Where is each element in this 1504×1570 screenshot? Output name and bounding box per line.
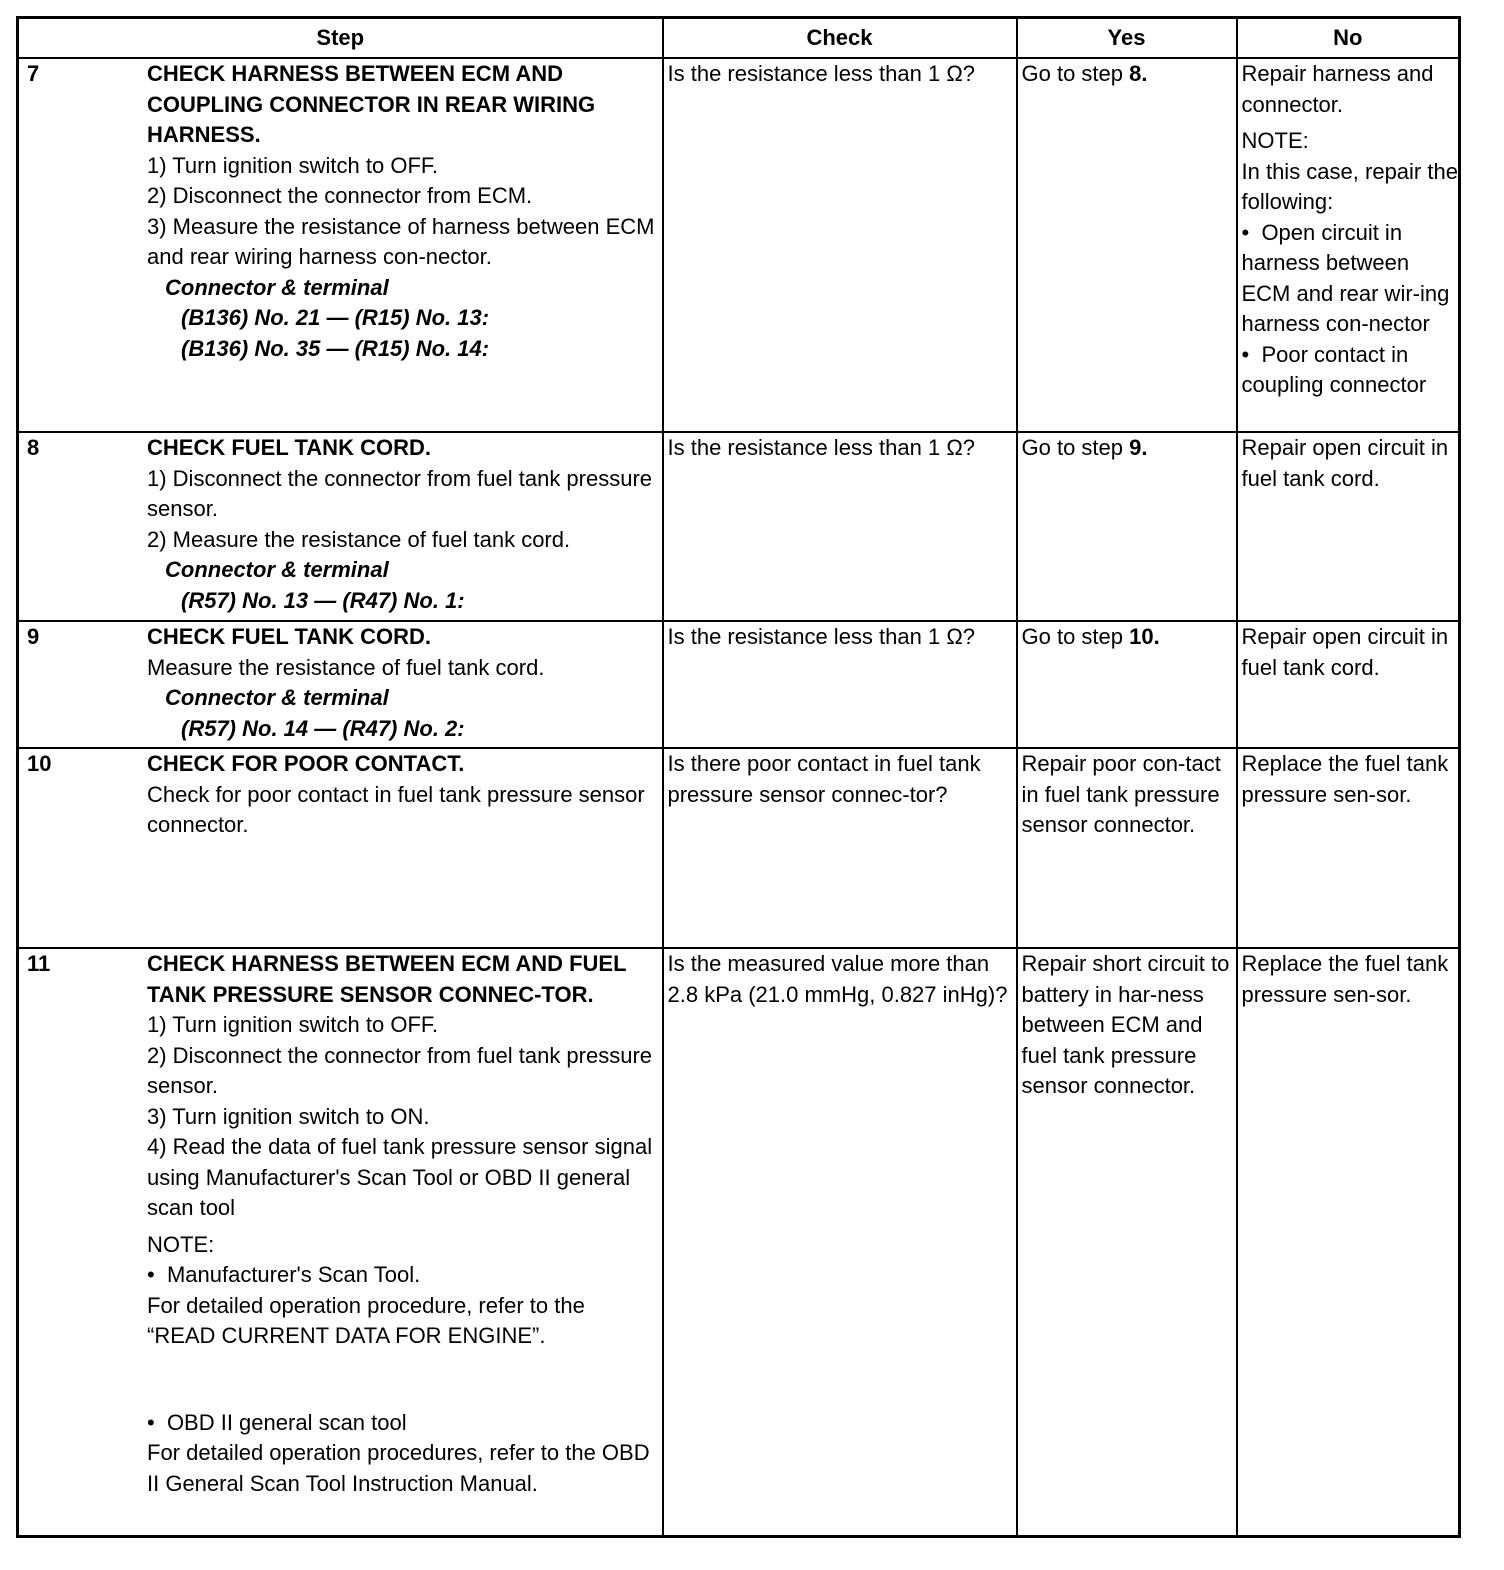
step-line: 2) Disconnect the connector from fuel tank pressure sensor. xyxy=(147,1042,653,1098)
no-action: Repair harness and connector. xyxy=(1241,61,1434,117)
diagnostic-table xyxy=(16,16,1461,1538)
yes-prefix: Go to step xyxy=(1021,61,1130,86)
no-cell: Replace the fuel tank pressure sen-sor. xyxy=(1237,948,1460,1536)
connector-label: Connector & terminal xyxy=(165,685,389,710)
step-line: Measure the resistance of fuel tank cord. xyxy=(147,654,545,680)
connector-terminal: (B136) No. 21 — (R15) No. 13: xyxy=(181,305,490,330)
step-title: CHECK FOR POOR CONTACT. xyxy=(147,751,465,776)
connector-terminal: (B136) No. 35 — (R15) No. 14: xyxy=(181,335,490,361)
step-line: 2) Disconnect the connector from ECM. xyxy=(147,183,533,208)
step-cell xyxy=(18,58,663,432)
note-text: For detailed operation procedure, refer to the “READ CURRENT DATA FOR ENGINE”. xyxy=(147,1292,585,1348)
connector-label: Connector & terminal xyxy=(165,557,389,582)
step-title: CHECK HARNESS BETWEEN ECM AND FUEL TANK PRESSURE SENSOR CONNEC-TOR. xyxy=(147,951,627,1007)
no-cell: Repair open circuit in fuel tank cord. xyxy=(1237,432,1460,621)
step-number: 9 xyxy=(27,624,40,649)
note-bullet: • Manufacturer's Scan Tool. xyxy=(147,1260,658,1291)
note-bullet: • OBD II general scan tool xyxy=(147,1408,658,1439)
connector-label: Connector & terminal xyxy=(165,274,389,300)
header-check: Check xyxy=(663,18,1017,59)
header-step: Step xyxy=(18,18,663,59)
step-title: CHECK FUEL TANK CORD. xyxy=(147,435,431,460)
step-ref: 9. xyxy=(1129,435,1148,460)
connector-terminal: (R57) No. 13 — (R47) No. 1: xyxy=(181,587,465,613)
step-number: 7 xyxy=(27,61,40,86)
yes-prefix: Go to step xyxy=(1021,624,1130,649)
step-cell xyxy=(18,621,663,748)
step-line: 1) Turn ignition switch to OFF. xyxy=(147,152,438,178)
check-cell: Is the resistance less than 1 Ω? xyxy=(663,621,1017,748)
note-bullet: • Open circuit in harness between ECM and rear wir-ing harness con-nector xyxy=(1242,218,1459,340)
check-cell: Is there poor contact in fuel tank pressure sensor connec-tor? xyxy=(663,748,1017,948)
note-text: For detailed operation procedures, refer to the OBD II General Scan Tool Instruction Manual. xyxy=(147,1440,650,1496)
yes-cell xyxy=(1017,621,1237,748)
check-cell: Is the resistance less than 1 Ω? xyxy=(663,58,1017,432)
step-line: 1) Turn ignition switch to OFF. xyxy=(147,1012,438,1037)
step-line: 3) Turn ignition switch to ON. xyxy=(147,1103,430,1129)
step-number: 11 xyxy=(27,951,51,976)
table-row xyxy=(18,621,1460,748)
connector-terminal: (R57) No. 14 — (R47) No. 2: xyxy=(181,715,465,741)
step-ref: 10. xyxy=(1129,624,1160,649)
table-row xyxy=(18,58,1460,432)
check-cell: Is the measured value more than 2.8 kPa (21.0 mmHg, 0.827 inHg)? xyxy=(663,948,1017,1536)
step-line: 1) Disconnect the connector from fuel tank pressure sensor. xyxy=(147,465,653,521)
note-text: In this case, repair the following: xyxy=(1241,158,1458,214)
note-label: NOTE: xyxy=(1241,128,1309,153)
yes-prefix: Go to step xyxy=(1021,435,1130,460)
step-line: 3) Measure the resistance of harness between ECM and rear wiring harness con-nector. xyxy=(147,213,655,269)
no-cell: Repair open circuit in fuel tank cord. xyxy=(1237,621,1460,748)
header-no: No xyxy=(1237,18,1460,59)
step-title: CHECK HARNESS BETWEEN ECM AND COUPLING CONNECTOR IN REAR WIRING HARNESS. xyxy=(147,61,596,147)
no-cell: Replace the fuel tank pressure sen-sor. xyxy=(1237,748,1460,948)
yes-cell: Repair poor con-tact in fuel tank pressure sensor connector. xyxy=(1017,748,1237,948)
step-number: 10 xyxy=(27,751,52,776)
header-row xyxy=(18,18,1460,59)
table-row xyxy=(18,432,1460,621)
step-number: 8 xyxy=(27,435,40,460)
step-line: Check for poor contact in fuel tank pressure sensor connector. xyxy=(147,781,645,837)
step-line: 2) Measure the resistance of fuel tank cord. xyxy=(147,526,571,552)
yes-cell: Repair short circuit to battery in har-ness between ECM and fuel tank pressure sensor connector. xyxy=(1017,948,1237,1536)
no-cell xyxy=(1237,58,1460,432)
step-cell xyxy=(18,432,663,621)
step-line: 4) Read the data of fuel tank pressure sensor signal using Manufacturer's Scan Tool or OBD II general scan tool xyxy=(147,1134,653,1220)
step-title: CHECK FUEL TANK CORD. xyxy=(147,624,431,649)
table-row xyxy=(18,748,1460,948)
note-label: NOTE: xyxy=(147,1231,215,1257)
yes-cell xyxy=(1017,432,1237,621)
step-cell xyxy=(18,748,663,948)
step-cell xyxy=(18,948,663,1536)
header-yes: Yes xyxy=(1017,18,1237,59)
check-cell: Is the resistance less than 1 Ω? xyxy=(663,432,1017,621)
yes-cell xyxy=(1017,58,1237,432)
table-row xyxy=(18,948,1460,1536)
note-bullet: • Poor contact in coupling connector xyxy=(1242,340,1459,401)
step-ref: 8. xyxy=(1129,61,1148,86)
